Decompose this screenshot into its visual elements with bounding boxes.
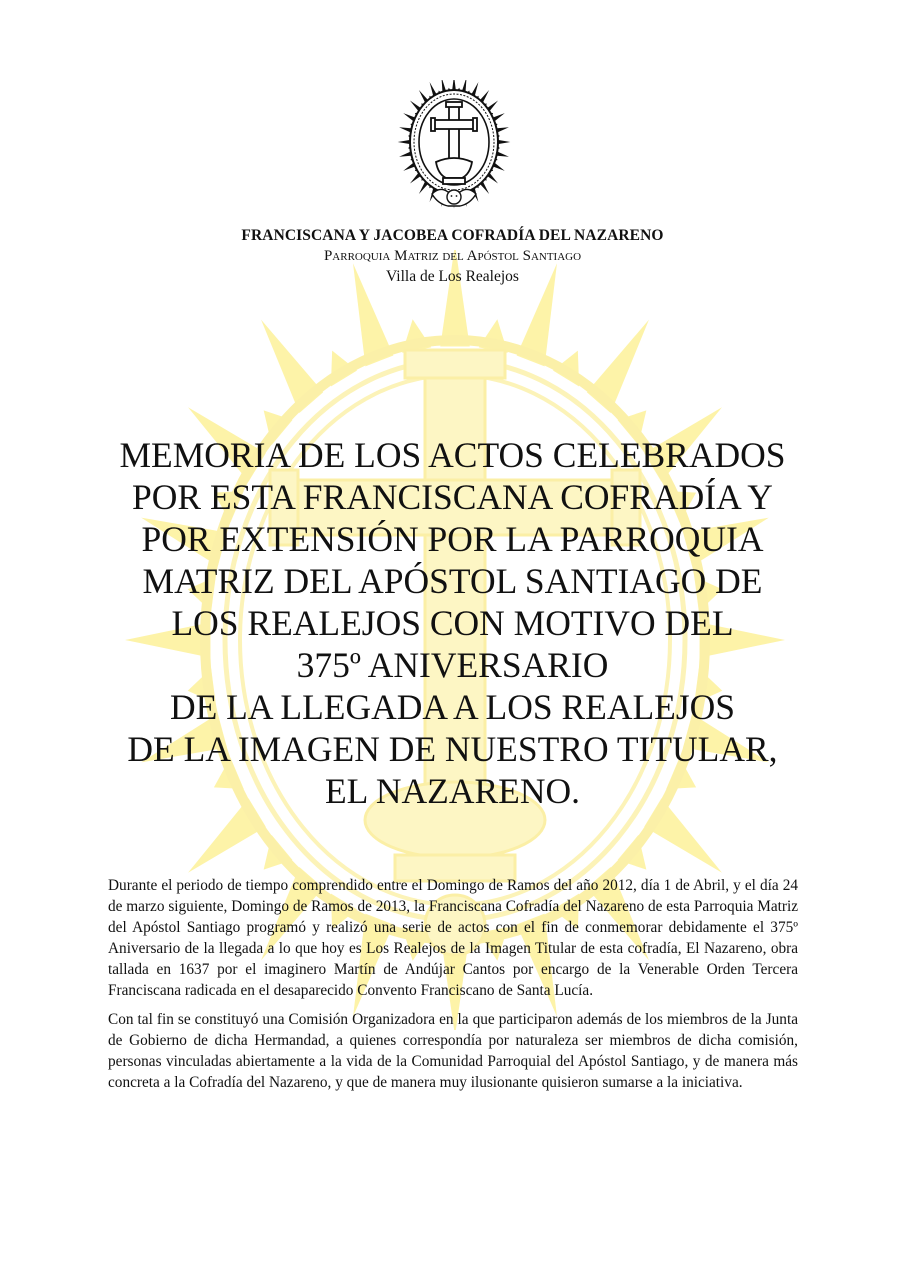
- parish-name: Parroquia Matriz del Apóstol Santiago: [323, 248, 582, 264]
- body-paragraph: Durante el periodo de tiempo comprendido entre el Domingo de Ramos del año 2012, día 1 de Abril, y el día 24 de marzo siguiente, Domingo de Ramos de 2013, la Franciscana Cofradía del Nazareno de esta Parroquia Matriz del Apóstol Santiago programó y realizó una serie de actos con el fin de conmemorar debidamente el 375º Aniversario de la llegada a lo que hoy es Los Realejos de la Imagen Titular de esta cofradía, El Nazareno, obra tallada en 1637 por el imaginero Martín de Andújar Cantos por encargo de la Venerable Orden Tercera Franciscana radicada en el desaparecido Convento Franciscano de Santa Lucía.: [108, 877, 798, 999]
- title-line: MATRIZ DEL APÓSTOL SANTIAGO DE: [142, 561, 763, 601]
- document-body: [108, 875, 798, 1101]
- organization-name: FRANCISCANA Y JACOBEA COFRADÍA DEL NAZARENO: [241, 227, 664, 244]
- title-line: DE LA IMAGEN DE NUESTRO TITULAR,: [127, 729, 778, 769]
- title-line: EL NAZARENO.: [324, 771, 581, 811]
- cofradia-crest-icon: [396, 80, 512, 222]
- document-header: [0, 226, 905, 288]
- body-paragraph: Con tal fin se constituyó una Comisión Organizadora en la que participaron además de los miembros de la Junta de Gobierno de dicha Hermandad, a quienes correspondía por naturaleza ser miembros de dicha comisión, personas vinculadas abiertamente a la vida de la Comunidad Parroquial del Apóstol Santiago, y de manera más concreta a la Cofradía del Nazareno, y que de manera muy ilusionante quisieron sumarse a la iniciativa.: [108, 1011, 798, 1091]
- title-line: MEMORIA DE LOS ACTOS CELEBRADOS: [119, 435, 786, 475]
- title-line: 375º ANIVERSARIO: [296, 645, 609, 685]
- document-title: [100, 434, 805, 812]
- title-line: DE LA LLEGADA A LOS REALEJOS: [169, 687, 736, 727]
- title-line: POR EXTENSIÓN POR LA PARROQUIA: [141, 519, 764, 559]
- town-name: Villa de Los Realejos: [386, 268, 519, 285]
- title-line: POR ESTA FRANCISCANA COFRADÍA Y: [132, 477, 773, 517]
- title-line: LOS REALEJOS CON MOTIVO DEL: [171, 603, 734, 643]
